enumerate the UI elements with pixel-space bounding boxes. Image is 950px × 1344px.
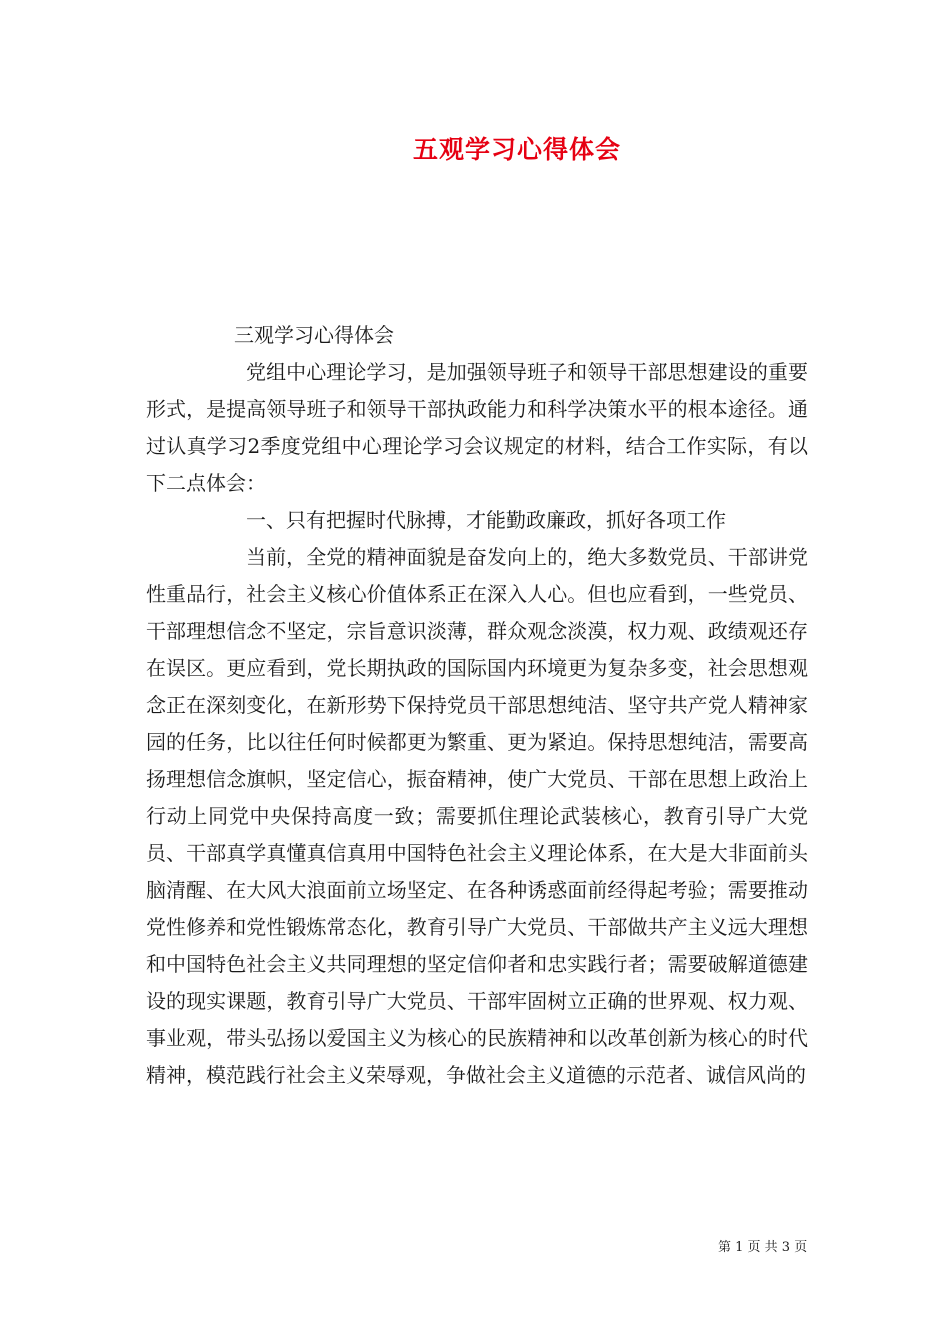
document-body xyxy=(146,317,808,1094)
section-heading-1: 一、只有把握时代脉搏，才能勤政廉政，抓好各项工作 xyxy=(246,508,726,532)
paragraph-intro: 党组中心理论学习，是加强领导班子和领导干部思想建设的重要形式，是提高领导班子和领导干部执政能力和科学决策水平的根本途径。通过认真学习2季度党组中心理论学习会议规定的材料，结合工作实际，有以下二点体会： xyxy=(146,360,808,495)
document-title: 五观学习心得体会 xyxy=(412,135,621,164)
paragraph-section-1: 当前，全党的精神面貌是奋发向上的，绝大多数党员、干部讲党性重品行，社会主义核心价值体系正在深入人心。但也应看到，一些党员、干部理想信念不坚定，宗旨意识淡薄，群众观念淡漠，权力观、政绩观还存在误区。更应看到，党长期执政的国际国内环境更为复杂多变，社会思想观念正在深刻变化，在新形势下保持党员干部思想纯洁、坚守共产党人精神家园的任务，比以往任何时候都更为繁重、更为紧迫。保持思想纯洁，需要高扬理想信念旗帜，坚定信心，振奋精神，使广大党员、干部在思想上政治上行动上同党中央保持高度一致；需要抓住理论武装核心，教育引导广大党员、干部真学真懂真信真用中国特色社会主义理论体系，在大是大非面前头脑清醒、在大风大浪面前立场坚定、在各种诱惑面前经得起考验；需要推动党性修养和党性锻炼常态化，教育引导广大党员、干部做共产主义远大理想和中国特色社会主义共同理想的坚定信仰者和忠实践行者；需要破解道德建设的现实课题，教育引导广大党员、干部牢固树立正确的世界观、权力观、事业观，带头弘扬以爱国主义为核心的民族精神和以改革创新为核心的时代精神，模范践行社会主义荣辱观，争做社会主义道德的示范者、诚信风尚的 xyxy=(146,545,808,1087)
document-subtitle: 三观学习心得体会 xyxy=(234,323,394,347)
page-number-footer: 第 1 页 共 3 页 xyxy=(718,1240,808,1255)
